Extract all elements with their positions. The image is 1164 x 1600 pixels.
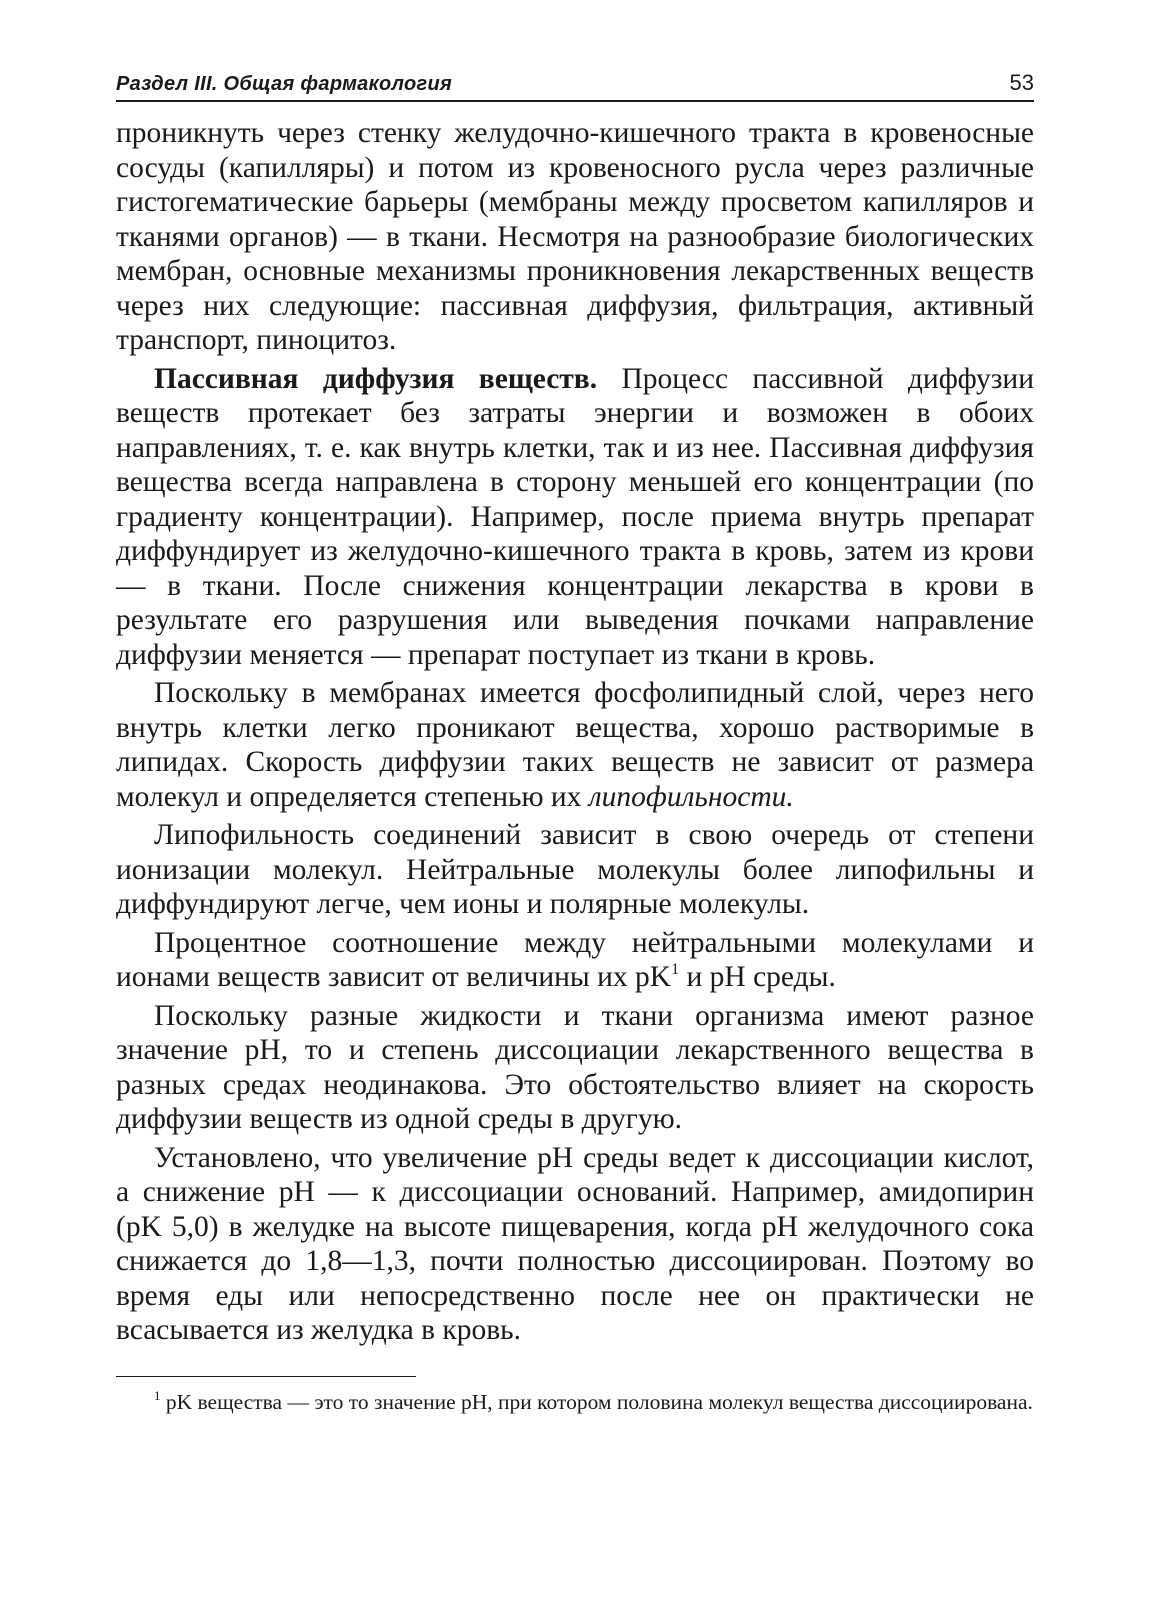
- paragraph-ratio: [116, 926, 1034, 995]
- paragraph-text: Поскольку в мембранах имеется фосфолипидный слой, через него внутрь клетки легко проникают вещества, хорошо растворимые в липидах. Скорость диффузии таких веществ не зависит от размера молекул и определяется степенью их: [116, 677, 1034, 813]
- body-text: [116, 116, 1034, 1348]
- footnote-divider: [116, 1376, 416, 1377]
- paragraph-passive-diffusion: [116, 362, 1034, 673]
- paragraph-lipophilicity: Липофильность соединений зависит в свою очередь от степени ионизации молекул. Нейтральные молекулы более липофильны и диффундируют легче, чем ионы и полярные молекулы.: [116, 819, 1034, 920]
- paragraph-ph-media: Поскольку разные жидкости и ткани организма имеют разное значение pH, то и степень диссоциации лекарственного вещества в разных средах неодинакова. Это обстоятельство влияет на скорость диффузии веществ из одной среды в другую.: [116, 999, 1034, 1135]
- footnote-reference[interactable]: 1: [671, 961, 680, 978]
- book-page: [116, 58, 1034, 1416]
- footnote-marker: 1: [154, 1387, 161, 1403]
- footnote-text: pK вещества — это то значение pH, при котором половина молекул вещества диссоциирована.: [160, 1389, 1033, 1414]
- paragraph-phospholipid: [116, 676, 1034, 814]
- paragraph-text: Процесс пассивной диффузии веществ протекает без затраты энергии и возможен в обоих направлениях, т. е. как внутрь клетки, так и из нее. Пассивная диффузия вещества всегда направлена в сторону меньшей его концентрации (по градиенту концентрации). Например, после приема внутрь препарат диффундирует из желудочно-кишечного тракта в кровь, затем из крови — в ткани. После снижения концентрации лекарства в крови в результате его разрушения или выведения почками направление диффузии меняется — препарат поступает из ткани в кровь.: [116, 362, 1034, 671]
- running-header: [116, 58, 1034, 102]
- paragraph-dissociation: Установлено, что увеличение pH среды ведет к диссоциации кислот, а снижение pH — к диссоциации оснований. Например, амидопирин (pK 5,0) в желудке на высоте пищеварения, когда pH желудочного сока снижается до 1,8—1,3, почти полностью диссоциирован. Поэтому во время еды или непосредственно после нее он практически не всасывается из желудка в кровь.: [116, 1141, 1034, 1346]
- page-number: 53: [1009, 70, 1034, 95]
- emphasized-term: липофильности.: [588, 780, 794, 813]
- run-in-heading: Пассивная диффузия веществ.: [154, 362, 598, 395]
- paragraph-continuation: проникнуть через стенку желудочно-кишечного тракта в кровеносные сосуды (капилляры) и потом из кровеносного русла через различные гистогематические барьеры (мембраны между просветом капилляров и тканями органов) — в ткани. Несмотря на разнообразие биологических мембран, основные механизмы проникновения лекарственных веществ через них следующие: пассивная диффузия, фильтрация, активный транспорт, пиноцитоз.: [116, 117, 1034, 356]
- section-title: Раздел III. Общая фармакология: [116, 73, 453, 95]
- paragraph-text: и pH среды.: [679, 961, 836, 993]
- footnote: [116, 1389, 1034, 1416]
- paragraph-text: Процентное соотношение между нейтральными молекулами и ионами веществ зависит от величины их pK: [116, 926, 1034, 993]
